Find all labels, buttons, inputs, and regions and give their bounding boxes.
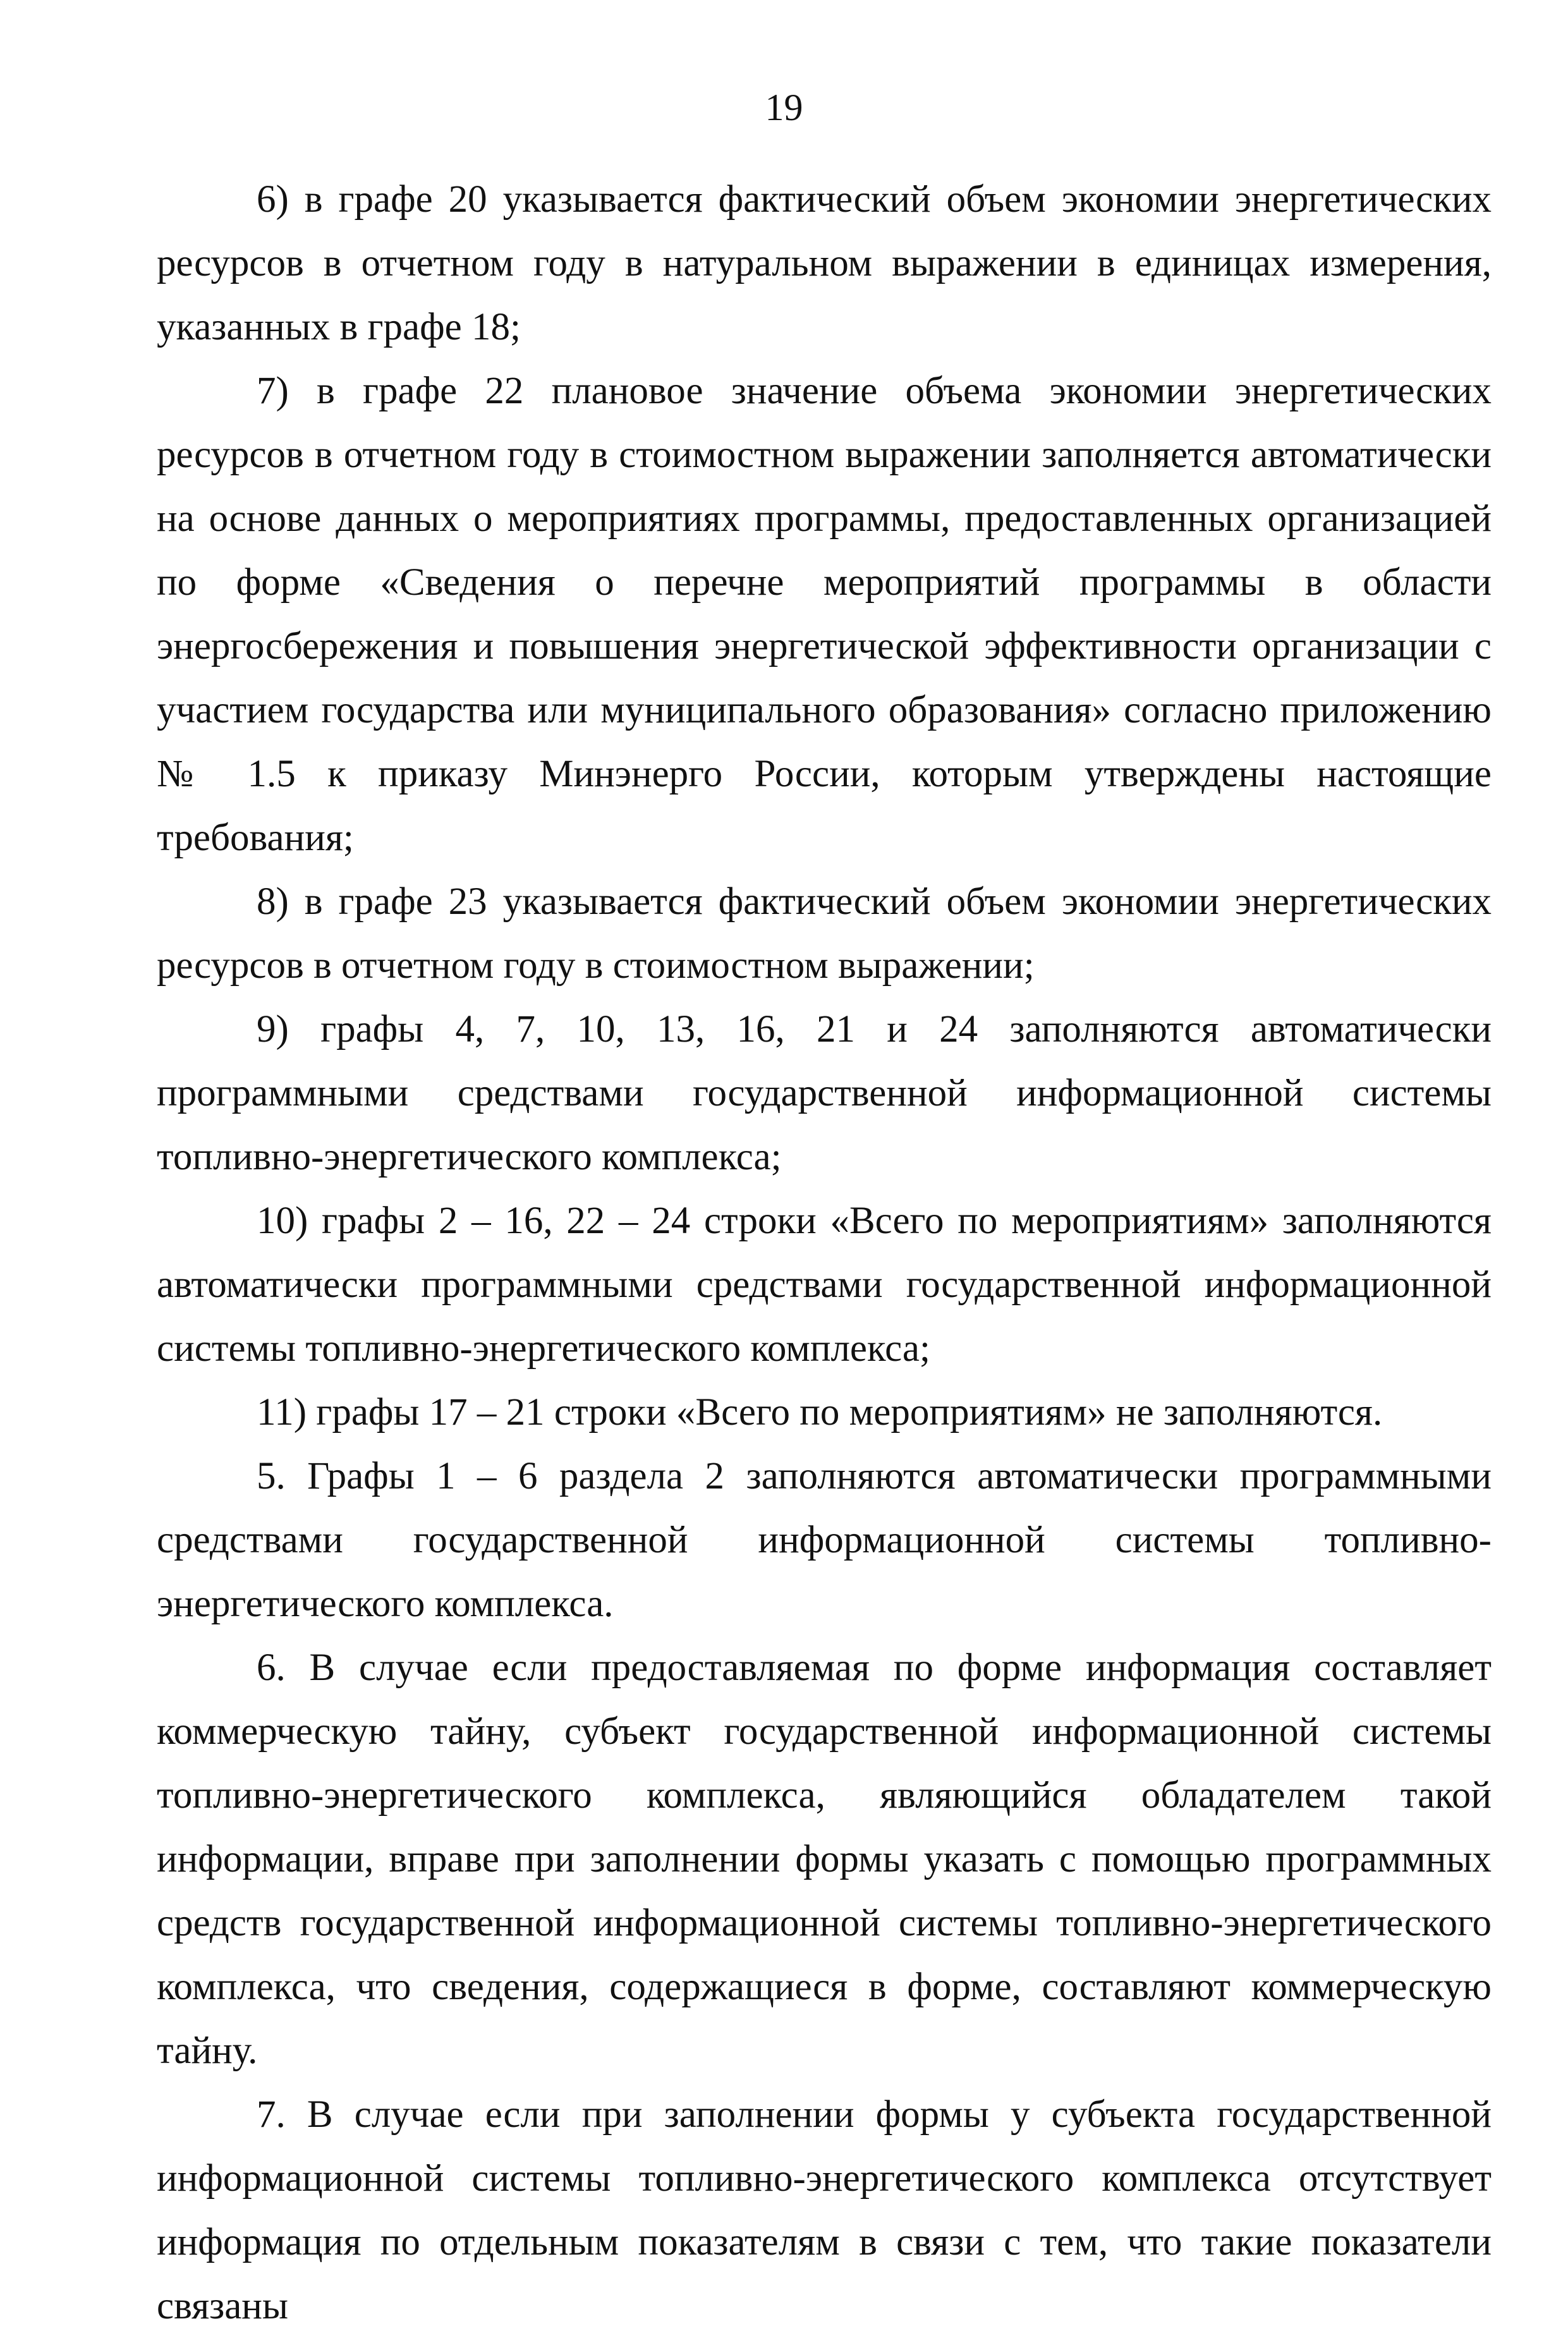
paragraph-clause-6: 6. В случае если предоставляемая по форме информация составляет коммерческую тайну, субъект государственной информационной системы топливно-энергетического комплекса, являющийся обладателем такой информации, вправе при заполнении формы указать с помощью программных средств государственной информационной системы топливно-энергетического комплекса, что сведения, содержащиеся в форме, составляют коммерческую тайну. [157, 1647, 1492, 2072]
paragraph-item-7: 7) в графе 22 плановое значение объема экономии энергетических ресурсов в отчетном году в стоимостном выражении заполняется автоматически на основе данных о мероприятиях программы, предоставленных организацией по форме «Сведения о перечне мероприятий программы в области энергосбережения и повышения энергетической эффективности организации с участием государства или муниципального образования» согласно приложению № 1.5 к приказу Минэнерго России, которым утверждены настоящие требования; [157, 370, 1492, 859]
paragraph-item-11: 11) графы 17 – 21 строки «Всего по мероприятиям» не заполняются. [257, 1391, 1383, 1434]
paragraph-clause-7: 7. В случае если при заполнении формы у субъекта государственной информационной системы топливно-энергетического комплекса отсутствует информация по отдельным показателям в связи с тем, что такие показатели связаны [157, 2093, 1492, 2327]
paragraph-item-8: 8) в графе 23 указывается фактический объем экономии энергетических ресурсов в отчетном году в стоимостном выражении; [157, 880, 1492, 987]
document-body [157, 167, 1492, 2338]
page-number: 19 [765, 87, 803, 128]
paragraph-item-9: 9) графы 4, 7, 10, 13, 16, 21 и 24 заполняются автоматически программными средствами государственной информационной системы топливно-энергетического комплекса; [157, 1008, 1492, 1178]
paragraph-item-10: 10) графы 2 – 16, 22 – 24 строки «Всего по мероприятиям» заполняются автоматически программными средствами государственной информационной системы топливно-энергетического комплекса; [157, 1200, 1492, 1370]
paragraph-clause-5: 5. Графы 1 – 6 раздела 2 заполняются автоматически программными средствами государственной информационной системы топливно-энергетического комплекса. [157, 1455, 1492, 1625]
paragraph-item-6: 6) в графе 20 указывается фактический объем экономии энергетических ресурсов в отчетном году в натуральном выражении в единицах измерения, указанных в графе 18; [157, 178, 1492, 348]
